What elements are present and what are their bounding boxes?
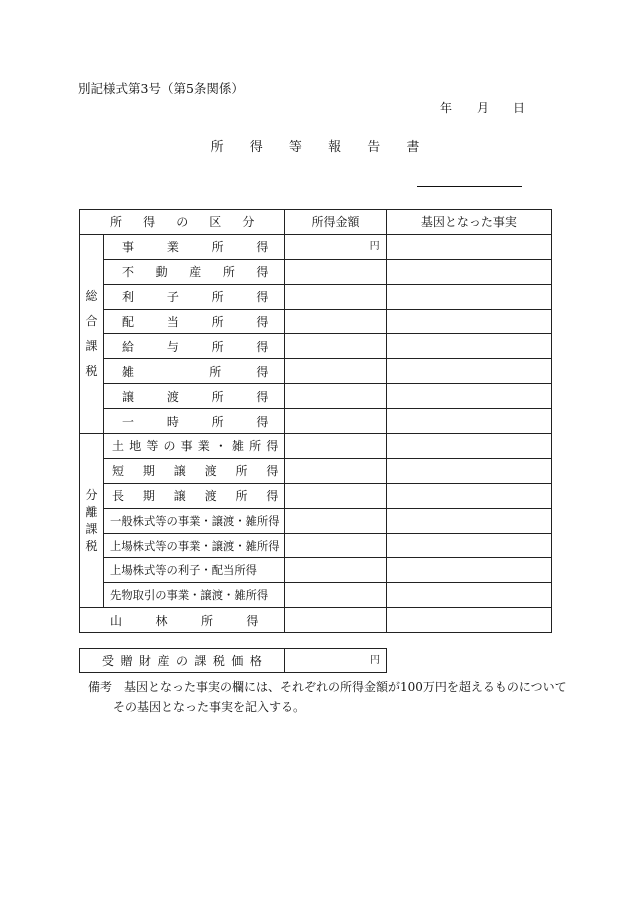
- bunri-taxation-label: [80, 434, 104, 608]
- table-row: [80, 483, 552, 508]
- fact-cell[interactable]: [386, 533, 551, 558]
- amount-cell[interactable]: [285, 608, 386, 633]
- amount-cell[interactable]: [285, 533, 386, 558]
- header-char: 得: [143, 215, 156, 230]
- label-char: 産: [157, 654, 170, 668]
- fact-cell[interactable]: [386, 458, 551, 483]
- label-char: 得: [266, 439, 279, 454]
- row-label-salary-income: [104, 334, 285, 359]
- date-month-label: 月: [477, 101, 490, 115]
- fact-cell[interactable]: [386, 434, 551, 459]
- table-row: [80, 409, 552, 434]
- label-char: 得: [256, 290, 269, 305]
- label-char: 利: [122, 290, 135, 305]
- gift-amount-cell[interactable]: [285, 649, 387, 673]
- label-char: 格: [249, 654, 262, 668]
- income-table: [79, 209, 552, 633]
- label-char: 地: [129, 439, 142, 454]
- amount-cell[interactable]: [285, 359, 386, 384]
- label-char: 土: [112, 439, 125, 454]
- label-char: 配: [122, 315, 135, 329]
- table-row: [80, 583, 552, 608]
- remarks-line-2: その基因となった事実を記入する。: [113, 700, 306, 714]
- label-char: 短: [112, 464, 125, 479]
- table-row: [80, 384, 552, 409]
- label-char: 得: [266, 489, 279, 504]
- label-char: 事: [180, 439, 193, 454]
- title-char: 得: [249, 140, 263, 155]
- row-label-long-term-transfer: [104, 483, 285, 508]
- row-label-land-business-misc-income: [104, 434, 285, 459]
- label-char: 譲: [173, 489, 186, 504]
- label-char: 所: [211, 290, 224, 305]
- table-row: [80, 649, 387, 673]
- label-char: 等: [146, 439, 159, 454]
- row-label-listed-stocks-income: 上場株式等の事業・譲渡・雑所得: [104, 533, 285, 558]
- label-char: 長: [112, 489, 125, 504]
- label-char: 得: [256, 414, 269, 429]
- amount-cell[interactable]: [285, 259, 386, 284]
- label-char: 税: [85, 539, 98, 554]
- label-char: 譲: [173, 464, 186, 479]
- sogo-taxation-label: [80, 234, 104, 433]
- label-char: 一: [122, 414, 135, 429]
- label-char: 所: [211, 389, 224, 404]
- label-char: 税: [212, 654, 225, 668]
- label-char: 給: [122, 339, 135, 354]
- yen-unit: 円: [369, 240, 380, 252]
- row-label-listed-stocks-dividend: 上場株式等の利子・配当所得: [104, 558, 285, 583]
- title-char: 告: [367, 140, 381, 155]
- table-row: [80, 359, 552, 384]
- header-char: の: [176, 215, 189, 230]
- amount-cell[interactable]: [285, 508, 386, 533]
- row-label-forest-income: [80, 608, 285, 633]
- date-year-label: 年: [440, 101, 453, 115]
- header-fact: 基因となった事実: [386, 210, 551, 235]
- amount-cell[interactable]: [285, 434, 386, 459]
- label-char: 事: [122, 240, 135, 255]
- fact-cell[interactable]: [386, 259, 551, 284]
- table-row: [80, 284, 552, 309]
- label-char: 得: [256, 339, 269, 354]
- table-row: [80, 434, 552, 459]
- row-label-dividend-income: [104, 309, 285, 334]
- row-label-misc-income: [104, 359, 285, 384]
- label-char: 課: [85, 522, 98, 537]
- table-row: [80, 558, 552, 583]
- label-char: 財: [138, 654, 151, 668]
- fact-cell[interactable]: [386, 334, 551, 359]
- fact-cell[interactable]: [386, 409, 551, 434]
- fact-cell[interactable]: [386, 359, 551, 384]
- label-char: 渡: [166, 389, 179, 404]
- label-char: 雑: [232, 439, 245, 454]
- label-char: 所: [211, 240, 224, 255]
- amount-cell[interactable]: [285, 483, 386, 508]
- label-char: 課: [85, 339, 98, 354]
- table-header-row: [80, 210, 552, 235]
- row-label-futures-income: 先物取引の事業・譲渡・雑所得: [104, 583, 285, 608]
- label-char: 林: [155, 613, 168, 628]
- fact-cell[interactable]: [386, 508, 551, 533]
- label-char: 所: [211, 315, 224, 329]
- label-char: 分: [85, 488, 98, 503]
- label-char: 得: [266, 464, 279, 479]
- label-char: 雑: [122, 364, 135, 379]
- label-char: 産: [189, 265, 202, 280]
- label-char: 得: [256, 240, 269, 255]
- remarks-note: [88, 677, 567, 717]
- label-char: 時: [166, 414, 179, 429]
- title-char: 報: [328, 140, 342, 155]
- label-char: 所: [211, 339, 224, 354]
- title-char: 書: [406, 140, 420, 155]
- amount-cell[interactable]: [285, 234, 386, 259]
- label-char: 得: [256, 364, 269, 379]
- header-category: [80, 210, 285, 235]
- row-label-temporary-income: [104, 409, 285, 434]
- form-number: 別記様式第3号（第5条関係）: [78, 81, 244, 96]
- document-title: [0, 136, 630, 155]
- remarks-line-1: 備考 基因となった事実の欄には、それぞれの所得金額が100万円を超えるものについて: [88, 680, 567, 694]
- fact-cell[interactable]: [386, 309, 551, 334]
- label-char: 期: [142, 464, 155, 479]
- label-char: 業: [197, 439, 210, 454]
- gift-taxable-value-label: [80, 649, 285, 673]
- label-char: 子: [166, 290, 179, 305]
- fact-cell[interactable]: [386, 384, 551, 409]
- title-char: 等: [288, 140, 302, 155]
- label-char: 課: [194, 654, 207, 668]
- row-label-general-stocks-income: 一般株式等の事業・譲渡・雑所得: [104, 508, 285, 533]
- amount-cell[interactable]: [285, 583, 386, 608]
- row-label-short-term-transfer: [104, 458, 285, 483]
- title-char: 所: [210, 140, 224, 155]
- yen-unit: 円: [370, 655, 380, 666]
- amount-cell[interactable]: [285, 334, 386, 359]
- amount-cell[interactable]: [285, 309, 386, 334]
- label-char: 渡: [204, 489, 217, 504]
- row-label-interest-income: [104, 284, 285, 309]
- label-char: の: [175, 654, 188, 668]
- amount-cell[interactable]: [285, 558, 386, 583]
- label-char: 所: [222, 265, 235, 280]
- amount-cell[interactable]: [285, 384, 386, 409]
- row-label-business-income: [104, 234, 285, 259]
- fact-cell[interactable]: [386, 558, 551, 583]
- label-char: 得: [256, 389, 269, 404]
- label-char: 渡: [204, 464, 217, 479]
- label-char: 合: [85, 314, 98, 329]
- fact-cell[interactable]: [386, 608, 551, 633]
- table-row: [80, 508, 552, 533]
- label-char: ・: [214, 439, 227, 454]
- label-char: 総: [85, 289, 98, 304]
- table-row: [80, 458, 552, 483]
- label-char: の: [163, 439, 176, 454]
- amount-cell[interactable]: [285, 458, 386, 483]
- table-row: [80, 259, 552, 284]
- fact-cell[interactable]: [386, 284, 551, 309]
- label-char: 不: [122, 265, 135, 280]
- table-row: [80, 334, 552, 359]
- table-row: [80, 533, 552, 558]
- label-char: 贈: [120, 654, 133, 668]
- date-day-label: 日: [513, 101, 526, 115]
- table-row: [80, 608, 552, 633]
- label-char: 期: [142, 489, 155, 504]
- row-label-real-estate-income: [104, 259, 285, 284]
- fact-cell[interactable]: [386, 583, 551, 608]
- gift-taxable-value-table: [79, 648, 387, 673]
- header-char: 分: [242, 215, 255, 230]
- label-char: 所: [211, 414, 224, 429]
- table-row: [80, 309, 552, 334]
- label-char: 税: [85, 364, 98, 379]
- label-char: 離: [85, 505, 98, 520]
- amount-cell[interactable]: [285, 284, 386, 309]
- fact-cell[interactable]: [386, 234, 551, 259]
- label-char: 譲: [122, 389, 135, 404]
- label-char: 所: [249, 439, 262, 454]
- label-char: 得: [246, 613, 259, 628]
- row-label-transfer-income: [104, 384, 285, 409]
- label-char: 動: [155, 265, 168, 280]
- header-amount: 所得金額: [285, 210, 386, 235]
- label-char: 得: [256, 265, 269, 280]
- amount-cell[interactable]: [285, 409, 386, 434]
- label-char: 与: [166, 339, 179, 354]
- header-char: 所: [110, 215, 123, 230]
- label-char: 所: [235, 464, 248, 479]
- label-char: 所: [235, 489, 248, 504]
- label-char: 山: [110, 613, 123, 628]
- fact-cell[interactable]: [386, 483, 551, 508]
- label-char: 所: [200, 613, 213, 628]
- label-char: 価: [231, 654, 244, 668]
- label-char: 業: [166, 240, 179, 255]
- signature-line[interactable]: [417, 186, 522, 187]
- table-row: [80, 234, 552, 259]
- header-char: 区: [209, 215, 222, 230]
- label-char: 受: [102, 654, 115, 668]
- label-char: 当: [166, 315, 179, 329]
- label-char: 所: [209, 364, 222, 379]
- label-char: 得: [256, 315, 269, 329]
